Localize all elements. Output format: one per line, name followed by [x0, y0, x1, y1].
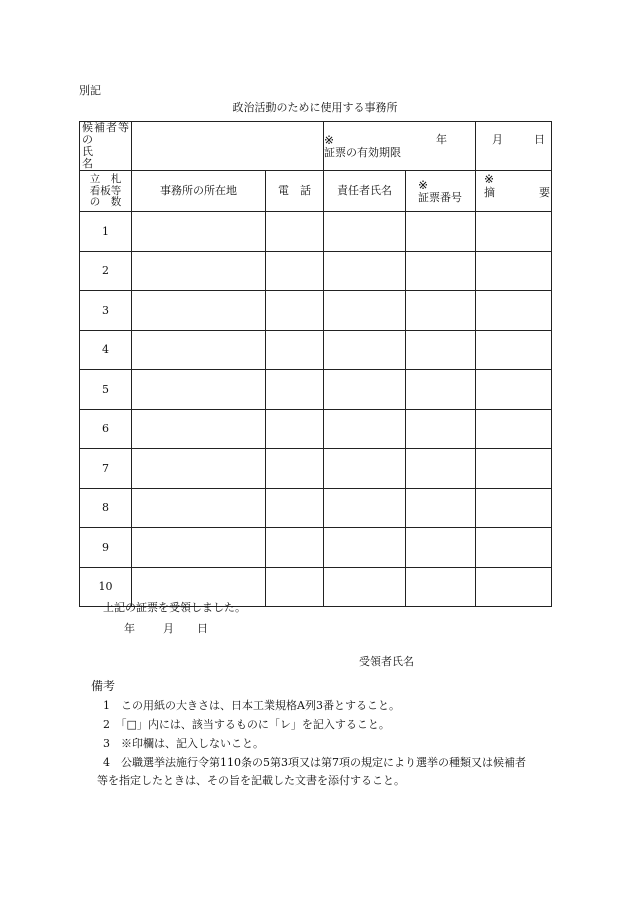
cert-number-cell[interactable] — [406, 488, 476, 528]
row-number: 5 — [80, 370, 132, 410]
cert-number-cell[interactable] — [406, 409, 476, 449]
remarks-cell[interactable] — [476, 409, 552, 449]
annex-label: 別記 — [79, 84, 101, 97]
office-location-cell[interactable] — [132, 370, 266, 410]
candidate-row — [80, 122, 552, 171]
manager-cell[interactable] — [324, 409, 406, 449]
remarks-cell[interactable] — [476, 370, 552, 410]
recipient-name-label: 受領者氏名 — [359, 655, 414, 668]
cert-mark: ※ — [418, 177, 429, 192]
manager-cell[interactable] — [324, 567, 406, 607]
manager-cell[interactable] — [324, 370, 406, 410]
cert-number-cell[interactable] — [406, 291, 476, 331]
manager-cell[interactable] — [324, 488, 406, 528]
cert-number-label: 証票番号 — [418, 190, 462, 204]
row-number: 3 — [80, 291, 132, 331]
candidate-name-field[interactable] — [132, 122, 324, 171]
header-sign-count-line1: 立 札 — [89, 173, 122, 186]
cert-number-cell[interactable] — [406, 567, 476, 607]
manager-cell[interactable] — [324, 449, 406, 489]
office-location-cell[interactable] — [132, 291, 266, 331]
note-item: 4 公職選挙法施行令第110条の5第3項又は第7項の規定により選挙の種類又は候補者 — [103, 756, 526, 769]
header-manager: 責任者氏名 — [324, 171, 406, 212]
note-item: 1 この用紙の大きさは、日本工業規格A列3番とすること。 — [103, 699, 400, 712]
validity-label: 証票の有効期限 — [324, 145, 401, 159]
office-location-cell[interactable] — [132, 409, 266, 449]
header-cert-number — [406, 171, 476, 212]
office-table — [79, 121, 552, 607]
cert-number-cell[interactable] — [406, 330, 476, 370]
validity-label-cell — [324, 122, 476, 171]
remarks-cell[interactable] — [476, 449, 552, 489]
validity-day: 日 — [534, 133, 545, 146]
row-number: 7 — [80, 449, 132, 489]
row-number: 1 — [80, 212, 132, 252]
phone-cell[interactable] — [266, 528, 324, 568]
remarks-label: 摘 要 — [484, 185, 550, 199]
remarks-mark: ※ — [484, 172, 495, 187]
table-row — [80, 449, 552, 489]
receipt-statement: 上記の証票を受領しました。 — [103, 601, 246, 614]
phone-cell[interactable] — [266, 212, 324, 252]
validity-year: 年 — [436, 133, 447, 146]
table-row — [80, 212, 552, 252]
manager-cell[interactable] — [324, 528, 406, 568]
table-row — [80, 409, 552, 449]
table-row — [80, 528, 552, 568]
row-number: 8 — [80, 488, 132, 528]
cert-number-cell[interactable] — [406, 449, 476, 489]
cert-number-cell[interactable] — [406, 251, 476, 291]
phone-cell[interactable] — [266, 370, 324, 410]
receipt-year: 年 — [124, 622, 135, 635]
row-number: 4 — [80, 330, 132, 370]
manager-cell[interactable] — [324, 330, 406, 370]
remarks-cell[interactable] — [476, 291, 552, 331]
table-row — [80, 251, 552, 291]
table-row — [80, 488, 552, 528]
candidate-label-line2: 氏 名 — [82, 145, 121, 171]
phone-cell[interactable] — [266, 449, 324, 489]
receipt-month: 月 — [163, 622, 174, 635]
cert-number-cell[interactable] — [406, 370, 476, 410]
note-item: 2 「□」内には、該当するものに「レ」を記入すること。 — [103, 718, 390, 731]
header-sign-count-line2: 看板等 — [89, 184, 122, 197]
remarks-cell[interactable] — [476, 567, 552, 607]
column-header-row — [80, 171, 552, 212]
phone-cell[interactable] — [266, 567, 324, 607]
note-item: 3 ※印欄は、記入しないこと。 — [103, 737, 264, 750]
phone-cell[interactable] — [266, 291, 324, 331]
manager-cell[interactable] — [324, 291, 406, 331]
office-location-cell[interactable] — [132, 330, 266, 370]
manager-cell[interactable] — [324, 212, 406, 252]
phone-cell[interactable] — [266, 330, 324, 370]
manager-cell[interactable] — [324, 251, 406, 291]
note-continuation: 等を指定したときは、その旨を記載した文書を添付すること。 — [97, 774, 405, 787]
cert-number-cell[interactable] — [406, 528, 476, 568]
row-number: 10 — [80, 567, 132, 607]
office-location-cell[interactable] — [132, 212, 266, 252]
office-location-cell[interactable] — [132, 528, 266, 568]
receipt-day: 日 — [197, 622, 208, 635]
office-location-cell[interactable] — [132, 449, 266, 489]
candidate-label-line1: 候補者等の — [82, 121, 130, 147]
validity-mark: ※ — [324, 132, 335, 147]
validity-date-field[interactable] — [436, 122, 552, 171]
office-location-cell[interactable] — [132, 488, 266, 528]
row-number: 9 — [80, 528, 132, 568]
remarks-cell[interactable] — [476, 488, 552, 528]
notes-heading: 備考 — [91, 679, 116, 693]
cert-number-cell[interactable] — [406, 212, 476, 252]
remarks-cell[interactable] — [476, 528, 552, 568]
phone-cell[interactable] — [266, 251, 324, 291]
remarks-cell[interactable] — [476, 251, 552, 291]
header-sign-count — [80, 171, 132, 212]
phone-cell[interactable] — [266, 488, 324, 528]
table-row — [80, 291, 552, 331]
header-sign-count-line3: の 数 — [89, 196, 122, 209]
validity-month: 月 — [492, 133, 503, 146]
remarks-cell[interactable] — [476, 212, 552, 252]
row-number: 6 — [80, 409, 132, 449]
header-phone: 電 話 — [266, 171, 324, 212]
table-row — [80, 330, 552, 370]
header-office-location: 事務所の所在地 — [132, 171, 266, 212]
remarks-cell[interactable] — [476, 330, 552, 370]
document-title: 政治活動のために使用する事務所 — [232, 101, 398, 114]
row-number: 2 — [80, 251, 132, 291]
phone-cell[interactable] — [266, 409, 324, 449]
candidate-label-cell — [80, 122, 132, 171]
office-location-cell[interactable] — [132, 251, 266, 291]
header-remarks — [476, 171, 552, 212]
table-row — [80, 370, 552, 410]
